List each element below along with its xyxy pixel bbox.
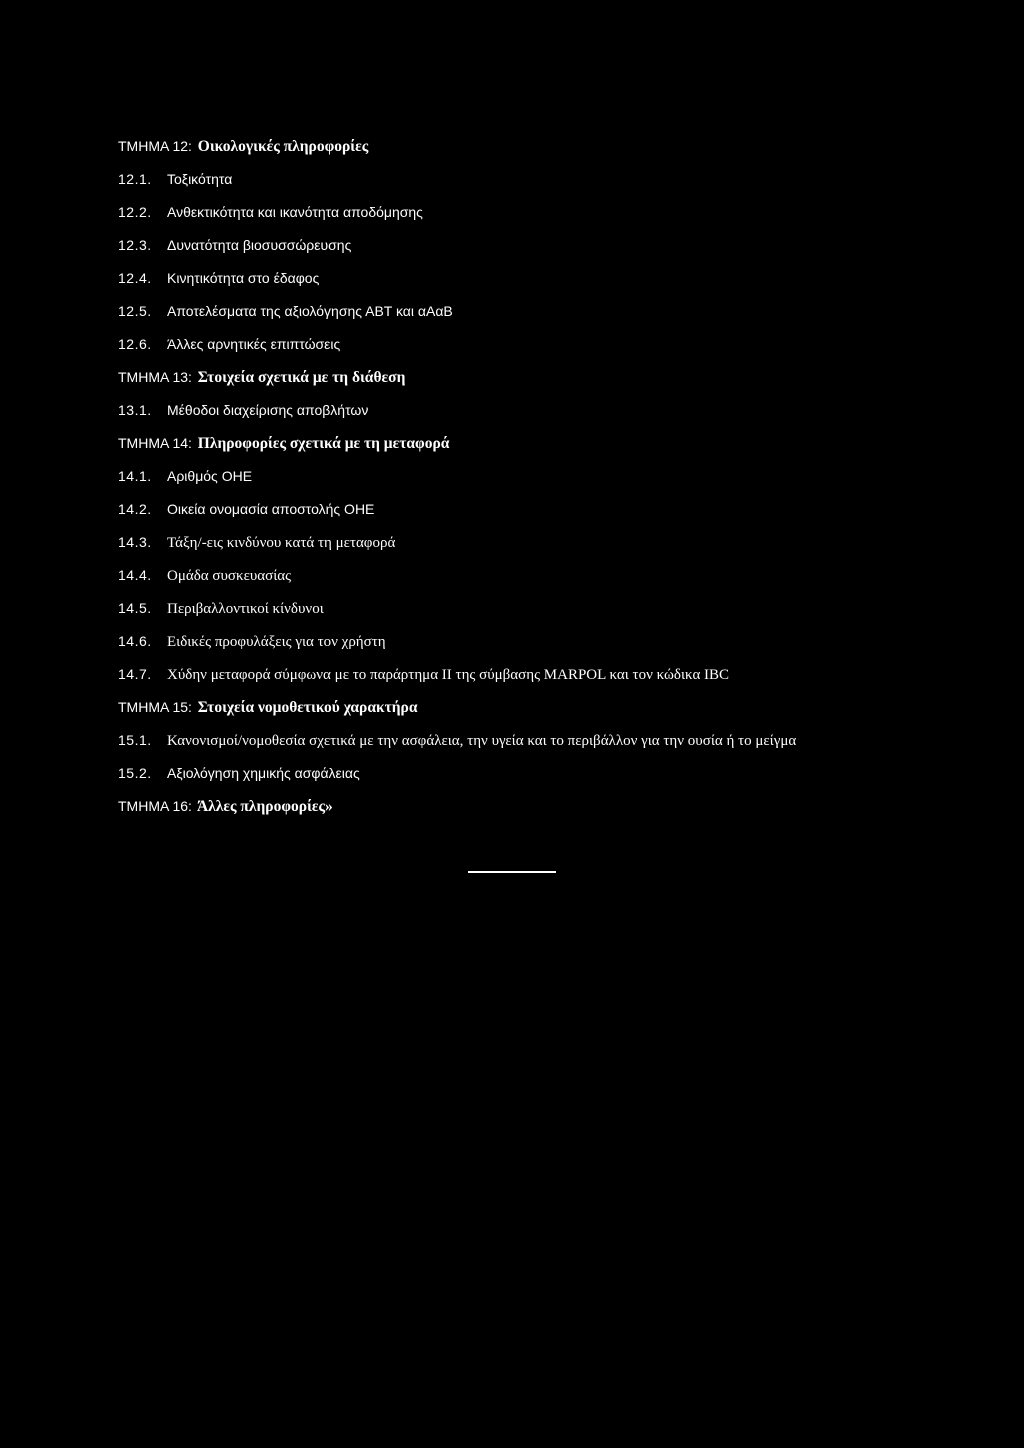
item-number: 15.1. <box>118 732 152 748</box>
item-text: Ανθεκτικότητα και ικανότητα αποδόμησης <box>167 204 423 220</box>
item-text: Αποτελέσματα της αξιολόγησης ΑΒΤ και αΑαΒ <box>167 303 453 319</box>
list-item <box>118 724 998 757</box>
list-item <box>118 460 998 493</box>
section-title: Οικολογικές πληροφορίες <box>197 138 369 155</box>
section-14-heading <box>118 427 998 460</box>
section-label: ΤΜΗΜΑ 13: <box>118 369 192 385</box>
item-text: Αξιολόγηση χημικής ασφάλειας <box>167 765 360 781</box>
item-text: Μέθοδοι διαχείρισης αποβλήτων <box>167 402 369 418</box>
item-text: Κινητικότητα στο έδαφος <box>167 270 320 286</box>
section-12-heading <box>118 130 998 163</box>
item-text: Τοξικότητα <box>167 171 233 187</box>
item-number: 15.2. <box>118 765 152 781</box>
section-title: Στοιχεία σχετικά με τη διάθεση <box>197 369 406 386</box>
item-number: 14.7. <box>118 666 152 682</box>
list-item <box>118 526 998 559</box>
item-number: 14.3. <box>118 534 152 550</box>
list-item <box>118 262 998 295</box>
item-text: Δυνατότητα βιοσυσσώρευσης <box>167 237 352 253</box>
item-number: 14.2. <box>118 501 152 517</box>
item-number: 14.6. <box>118 633 152 649</box>
item-number: 13.1. <box>118 402 152 418</box>
section-label: ΤΜΗΜΑ 16: <box>118 798 192 814</box>
item-number: 14.5. <box>118 600 152 616</box>
section-title: Άλλες πληροφορίες» <box>196 798 333 815</box>
list-item <box>118 658 998 691</box>
footnote-separator <box>468 871 556 873</box>
section-label: ΤΜΗΜΑ 14: <box>118 435 192 451</box>
item-text: Οικεία ονομασία αποστολής ΟΗΕ <box>167 501 375 517</box>
list-item <box>118 559 998 592</box>
list-item <box>118 163 998 196</box>
list-item <box>118 229 998 262</box>
section-label: ΤΜΗΜΑ 12: <box>118 138 192 154</box>
list-item <box>118 196 998 229</box>
item-text: Τάξη/-εις κινδύνου κατά τη μεταφορά <box>167 535 396 551</box>
list-item <box>118 592 998 625</box>
item-number: 12.3. <box>118 237 152 253</box>
item-text: Ειδικές προφυλάξεις για τον χρήστη <box>167 634 386 650</box>
item-text: Περιβαλλοντικοί κίνδυνοι <box>167 601 324 617</box>
item-text: Χύδην μεταφορά σύμφωνα με το παράρτημα II της σύμβασης MARPOL και τον κώδικα IBC <box>167 667 730 683</box>
item-text: Ομάδα συσκευασίας <box>167 568 292 584</box>
section-13-heading <box>118 361 998 394</box>
section-title: Στοιχεία νομοθετικού χαρακτήρα <box>197 699 418 716</box>
section-15-heading <box>118 691 998 724</box>
item-number: 12.6. <box>118 336 152 352</box>
section-label: ΤΜΗΜΑ 15: <box>118 699 192 715</box>
item-text: Άλλες αρνητικές επιπτώσεις <box>167 336 341 352</box>
item-number: 14.1. <box>118 468 152 484</box>
item-number: 12.4. <box>118 270 152 286</box>
list-item <box>118 394 998 427</box>
item-number: 12.5. <box>118 303 152 319</box>
item-text: Κανονισμοί/νομοθεσία σχετικά με την ασφάλεια, την υγεία και το περιβάλλον για την ουσία ή το μείγμα <box>167 733 797 749</box>
section-16-heading <box>118 790 998 823</box>
list-item <box>118 493 998 526</box>
document-body <box>118 130 998 823</box>
list-item <box>118 295 998 328</box>
item-number: 12.1. <box>118 171 152 187</box>
item-number: 14.4. <box>118 567 152 583</box>
item-text: Αριθμός ΟΗΕ <box>167 468 253 484</box>
list-item <box>118 757 998 790</box>
list-item <box>118 625 998 658</box>
section-title: Πληροφορίες σχετικά με τη μεταφορά <box>197 435 450 452</box>
item-number: 12.2. <box>118 204 152 220</box>
list-item <box>118 328 998 361</box>
